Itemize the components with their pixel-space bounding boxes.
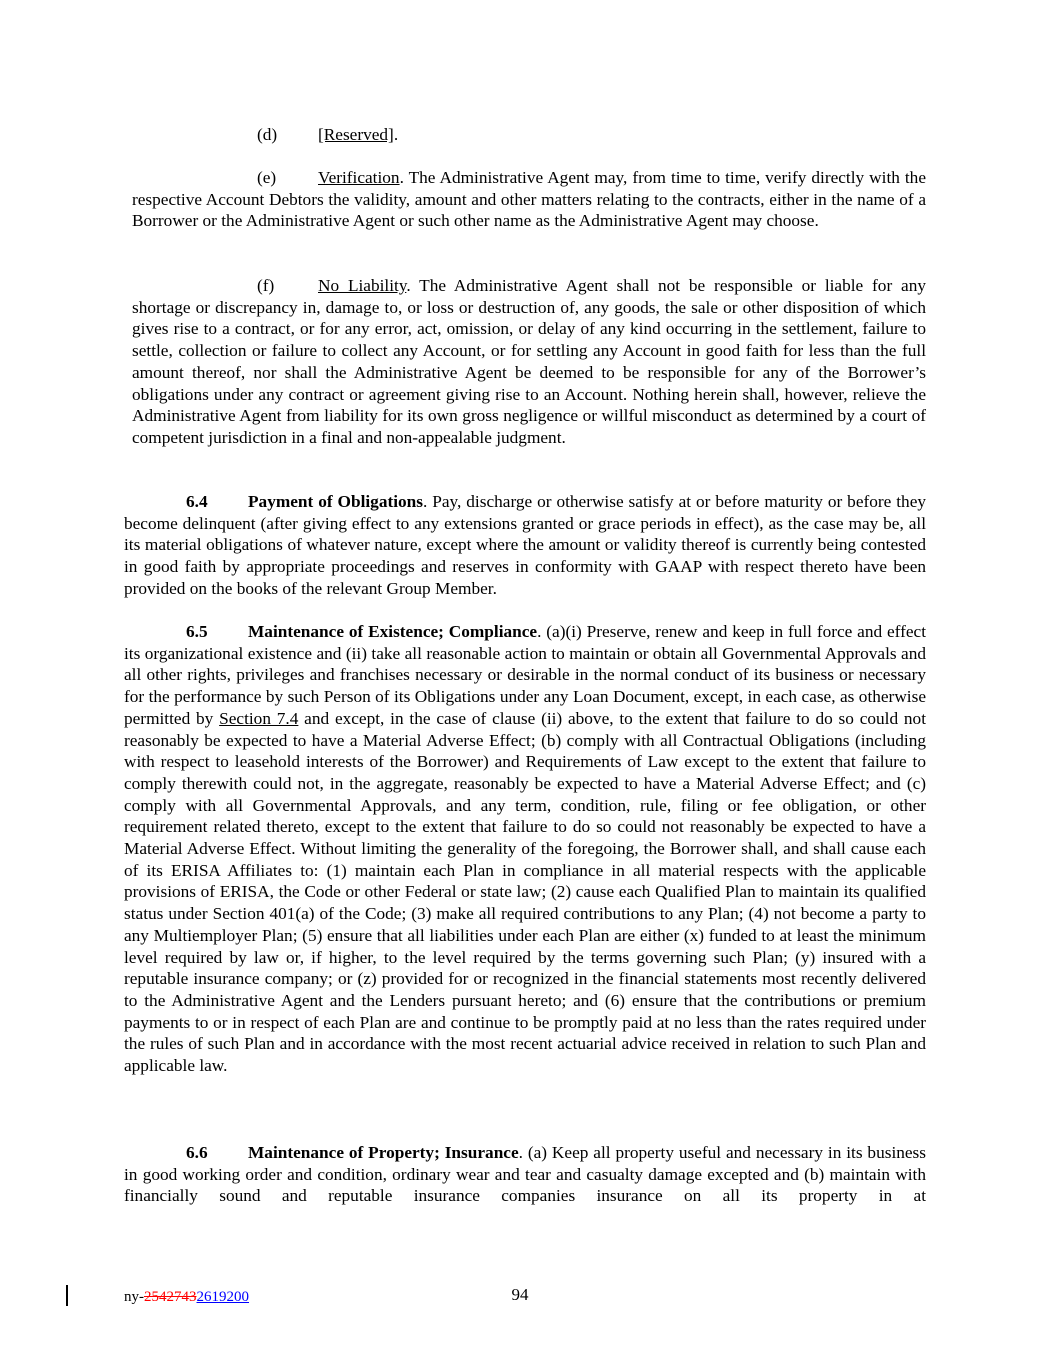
section-6-5-number: 6.5 bbox=[186, 622, 208, 641]
clause-f bbox=[132, 275, 926, 449]
section-6-5 bbox=[124, 621, 926, 1077]
clause-d-label: (d) bbox=[257, 125, 278, 144]
section-6-4-heading: Payment of Obligations bbox=[248, 492, 423, 511]
clause-d bbox=[132, 124, 926, 146]
clause-e-title: Verification bbox=[318, 168, 400, 187]
section-6-6-text: . (a) Keep all property useful and necessary in its business in good working order and condition, ordinary wear and tear and casualty damage excepted and (b) maintain with financially sound and reputable insurance companies insurance on all its property in at bbox=[124, 1143, 927, 1206]
section-6-6-heading: Maintenance of Property; Insurance bbox=[248, 1143, 519, 1162]
section-6-6-number: 6.6 bbox=[186, 1143, 208, 1162]
section-6-6 bbox=[124, 1142, 926, 1207]
clause-f-title: No Liability bbox=[318, 276, 407, 295]
section-7-4-reference: Section 7.4 bbox=[219, 708, 299, 728]
clause-f-text: . The Administrative Agent shall not be responsible or liable for any shortage or discrepancy in, damage to, or loss or destruction of, any goods, the sale or other disposition of which gives rise to a contract, or for any error, act, omission, or delay of any kind occurring in the settlement, failure to settle, collection or failure to collect any Account, or for settling any Account in good faith for less than the full amount thereof, nor shall the Administrative Agent be deemed to be responsible for any of the Borrower’s obligations under any contract or agreement giving rise to an Account. Nothing herein shall, however, relieve the Administrative Agent from liability for its own gross negligence or willful misconduct as determined by a court of competent jurisdiction in a final and non-appealable judgment. bbox=[132, 276, 926, 447]
section-6-5-text-b: and except, in the case of clause (ii) above, to the extent that failure to do so could not reasonably be expected to have a Material Adverse Effect; (b) comply with all Contractual Obligations (including with respect to leasehold interests of the Borrower) and Requirements of Law except to the extent that failure to comply therewith could not, in the aggregate, reasonably be expected to have a Material Adverse Effect; and (c) comply with all Governmental Approvals, and any term, condition, rule, filing or fee obligation, or other requirement related thereto, except to the extent that failure to do so could not reasonably be expected to have a Material Adverse Effect. Without limiting the generality of the foregoing, the Borrower shall, and shall cause each of its ERISA Affiliates to: (1) maintain each Plan in compliance in all material respects with the applicable provisions of ERISA, the Code or other Federal or state law; (2) cause each Qualified Plan to maintain its qualified status under Section 401(a) of the Code; (3) make all required contributions to any Plan; (4) not become a party to any Multiemployer Plan; (5) ensure that all liabilities under each Plan are either (x) funded to at least the minimum level required by law or, if higher, to the level required by the terms governing such Plan; (y) insured with a reputable insurance company; or (z) provided for or recognized in the financial statements most recently delivered to the Administrative Agent and the Lenders pursuant hereto; and (6) ensure that the contributions or premium payments to or in respect of each Plan are and continue to be promptly paid at no less than the rates required under the rules of such Plan and in accordance with the most recent actuarial advice received in relation to such Plan and applicable law. bbox=[124, 708, 926, 1076]
clause-e-text: . The Administrative Agent may, from time to time, verify directly with the respective Account Debtors the validity, amount and other matters relating to the contracts, either in the name of a Borrower or the Administrative Agent or such other name as the Administrative Agent may choose. bbox=[132, 168, 926, 231]
document-id-prefix: ny- bbox=[124, 1289, 144, 1305]
section-6-4 bbox=[124, 491, 926, 600]
deleted-document-number: 2542743 bbox=[144, 1289, 197, 1305]
clause-d-title: [Reserved] bbox=[318, 125, 394, 144]
clause-e bbox=[132, 167, 926, 232]
section-6-4-number: 6.4 bbox=[186, 492, 208, 511]
inserted-document-number: 2619200 bbox=[196, 1289, 249, 1305]
page-number: 94 bbox=[511, 1285, 529, 1304]
change-bar bbox=[66, 1285, 68, 1306]
section-6-5-heading: Maintenance of Existence; Compliance bbox=[248, 622, 538, 641]
clause-f-label: (f) bbox=[257, 276, 275, 295]
clause-e-label: (e) bbox=[257, 168, 277, 187]
document-id bbox=[124, 1287, 249, 1309]
section-6-5-text-a: . (a)(i) Preserve, renew and keep in full force and effect its organizational existence and (ii) take all reasonable action to maintain or obtain all Governmental Approvals and all other rights, privileges and franchises necessary or desirable in the normal conduct of its business or necessary for the performance by such Person of its Obligations under any Loan Document, except, in each case, as otherwise permitted by bbox=[124, 622, 926, 728]
section-6-4-text: . Pay, discharge or otherwise satisfy at or before maturity or before they become delinquent (after giving effect to any extensions granted or grace periods in effect), as the case may be, all its material obligations of whatever nature, except where the amount or validity thereof is currently being contested in good faith by appropriate proceedings and reserves in conformity with GAAP with respect thereto have been provided on the books of the relevant Group Member. bbox=[124, 492, 926, 598]
clause-d-period: . bbox=[393, 125, 399, 144]
